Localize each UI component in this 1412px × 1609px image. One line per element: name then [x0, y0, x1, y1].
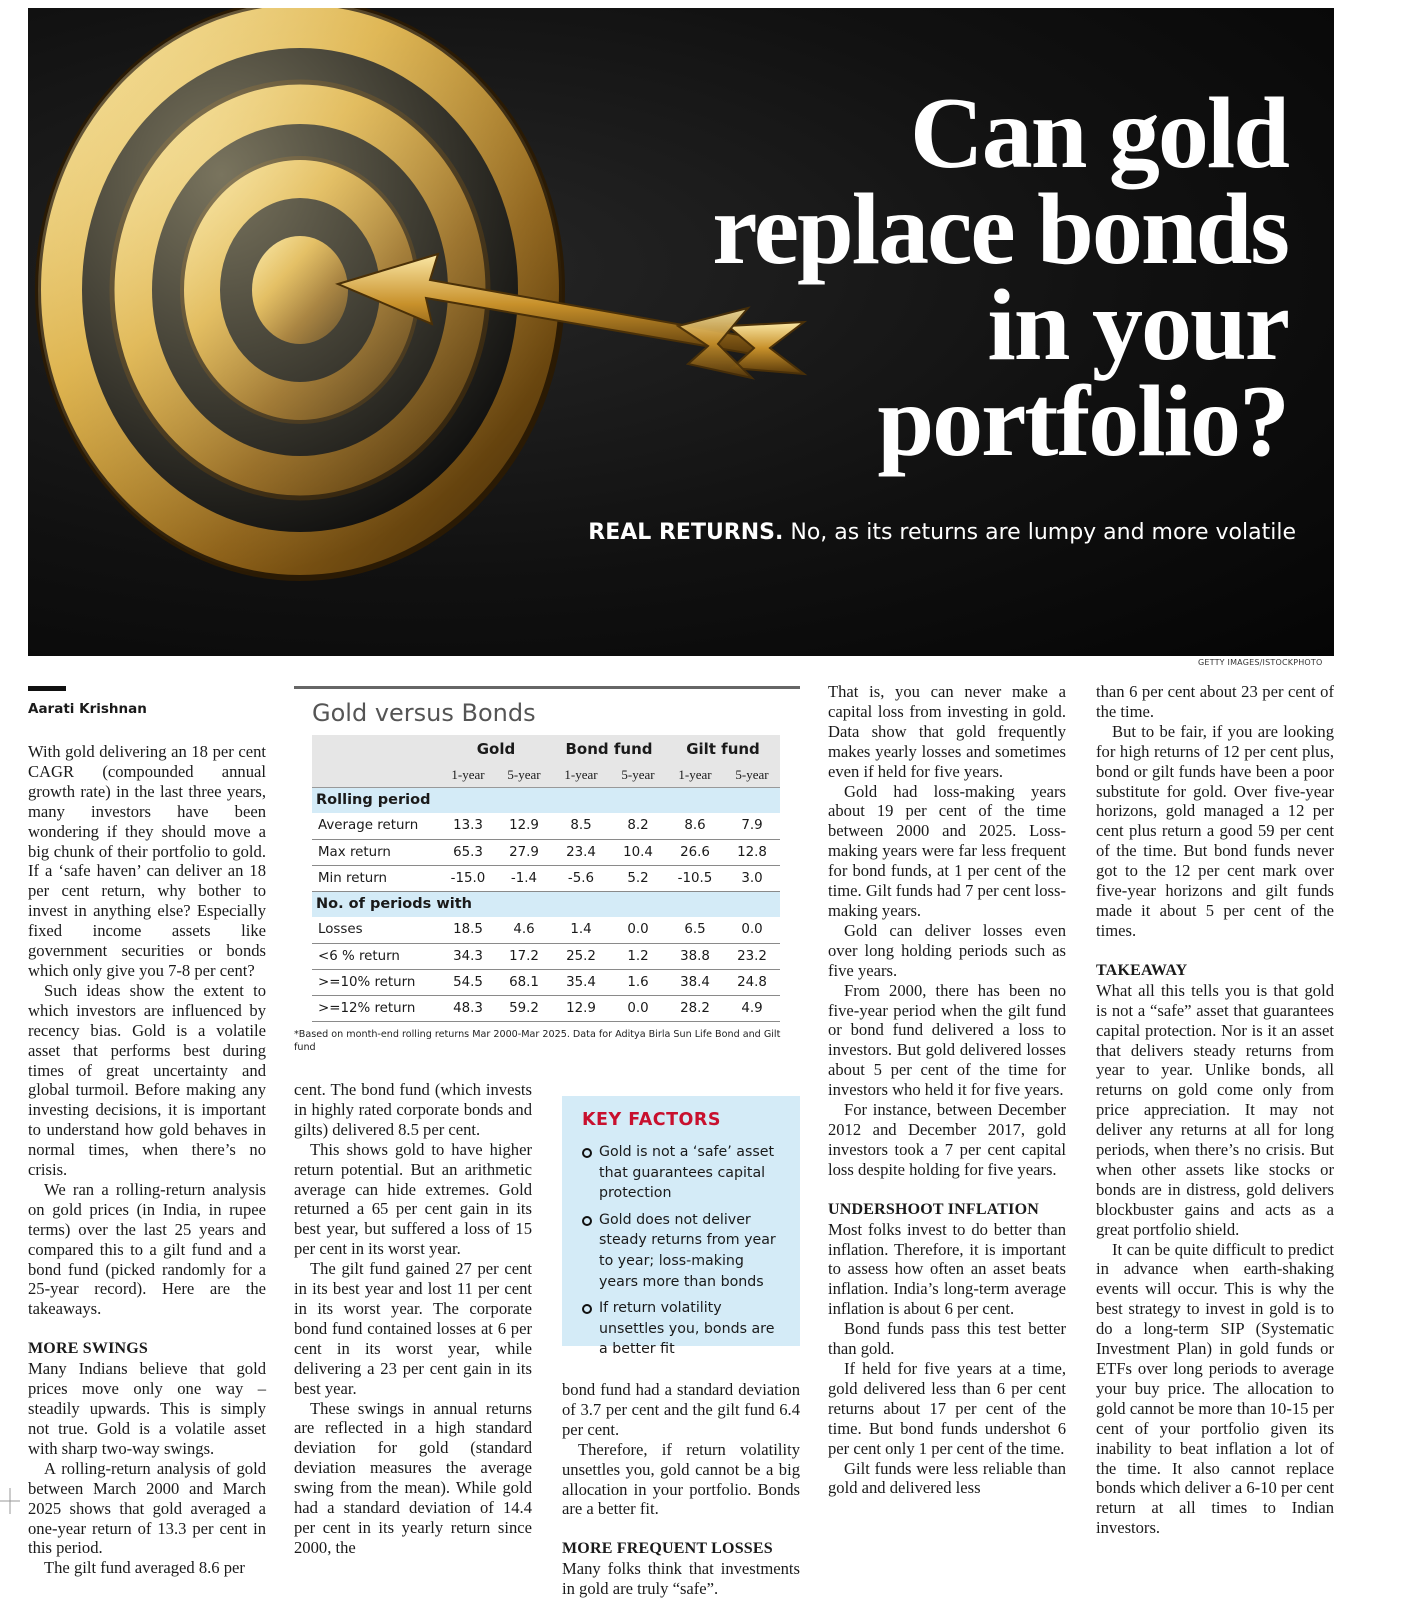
table-cell: 23.2 [724, 943, 780, 969]
paragraph: With gold delivering an 18 per cent CAGR (compounded annual growth rate) in the last three years, many investors have been wondering if they should move a big chunk of their portfolio to gold. If a ‘safe haven’ can deliver an 18 per cent return, why bother to invest in anything else? Especially fixed income assets like government securities or bonds which only give you 7-8 per cent? [28, 742, 266, 980]
paragraph: For instance, between December 2012 and December 2017, gold investors took a 7 per cent capital loss despite holding for five years. [828, 1100, 1066, 1179]
table-cell: -15.0 [440, 865, 496, 891]
section-label: Rolling period [312, 787, 780, 813]
paragraph: If held for five years at a time, gold delivered less than 6 per cent returns about 17 per cent of the time. But bond funds undershot 6 per cent only 1 per cent of the time. [828, 1359, 1066, 1458]
table-cell: 13.3 [440, 813, 496, 839]
table-cell: 1.4 [552, 917, 610, 943]
subheading: MORE SWINGS [28, 1340, 148, 1358]
table-cell: 48.3 [440, 995, 496, 1021]
paragraph: The gilt fund gained 27 per cent in its best year and lost 11 per cent in its worst year. The corporate bond fund contained losses at 6 per cent in its worst year, while delivering a 23 per cent gain in its best year. [294, 1259, 532, 1398]
paragraph: Bond funds pass this test better than gold. [828, 1319, 1066, 1359]
subheader-cell: 1-year [552, 763, 610, 787]
paragraph: A rolling-return analysis of gold between March 2000 and March 2025 shows that gold averaged a one-year return of 13.3 per cent in this period. [28, 1458, 266, 1558]
table-cell: 1.6 [610, 969, 666, 995]
table-cell: 18.5 [440, 917, 496, 943]
paragraph: That is, you can never make a capital loss from investing in gold. Data show that gold frequently makes yearly losses and sometimes even if held for five years. [828, 682, 1066, 781]
paragraph: Many Indians believe that gold prices move only one way – steadily upwards. This is simply not true. Gold is a volatile asset with sharp two-way swings. [28, 1359, 266, 1458]
table-corner [312, 735, 440, 763]
list-item [582, 1210, 784, 1292]
group-gold: Gold [440, 735, 552, 763]
deck-kicker: REAL RETURNS. [588, 520, 784, 545]
subheader-cell: 1-year [666, 763, 724, 787]
table-section-row [312, 891, 780, 917]
paragraph: Many folks think that investments in gold are truly “safe”. [562, 1559, 800, 1599]
row-label: Max return [312, 839, 440, 865]
table-row [312, 813, 780, 839]
table-subheader [312, 763, 780, 787]
paragraph: This shows gold to have higher return potential. But an arithmetic average can hide extremes. Gold returned a 65 per cent gain in its best year, but suffered a loss of 15 per cent in its worst year. [294, 1139, 532, 1259]
table-cell: 4.6 [496, 917, 552, 943]
crop-mark-icon [0, 1488, 20, 1514]
table-row [312, 865, 780, 891]
table-cell: 12.9 [496, 813, 552, 839]
table-row [312, 995, 780, 1021]
paragraph: The gilt fund averaged 8.6 per [44, 1558, 245, 1578]
table-cell: 27.9 [496, 839, 552, 865]
subheading: MORE FREQUENT LOSSES [562, 1540, 773, 1558]
table-group-header [312, 735, 780, 763]
paragraph: cent. The bond fund (which invests in highly rated corporate bonds and gilts) delivered 8.5 per cent. [294, 1080, 532, 1139]
row-label: Average return [312, 813, 440, 839]
paragraph: Gold can deliver losses even over long holding periods such as five years. [828, 920, 1066, 980]
table-cell: 8.5 [552, 813, 610, 839]
table-footnote: *Based on month-end rolling returns Mar 2000-Mar 2025. Data for Aditya Birla Sun Life Bond and Gilt fund [294, 1028, 781, 1053]
table-section-row [312, 787, 780, 813]
paragraph: We ran a rolling-return analysis on gold prices (in India, in rupee terms) over the last 25 years and compared this to a gilt fund and a bond fund (picked randomly for a 25-year record). Here are the takeaways. [28, 1179, 266, 1319]
table-cell: 35.4 [552, 969, 610, 995]
key-factor-text: Gold is not a ‘safe’ asset that guarantees capital protection [599, 1144, 775, 1202]
table-cell: 59.2 [496, 995, 552, 1021]
table-cell: -1.4 [496, 865, 552, 891]
row-label: <6 % return [312, 943, 440, 969]
table-cell: 12.9 [552, 995, 610, 1021]
bullet-ring-icon [582, 1216, 592, 1226]
section-label: No. of periods with [312, 891, 780, 917]
table-cell: 28.2 [666, 995, 724, 1021]
article-column-5 [1096, 682, 1334, 1538]
paragraph: Most folks invest to do better than inflation. Therefore, it is important to assess how often an asset beats inflation. India’s long-term average inflation is about 6 per cent. [828, 1219, 1066, 1319]
subheader-cell: 5-year [496, 763, 552, 787]
bullet-ring-icon [582, 1148, 592, 1158]
article-column-3 [562, 1380, 800, 1599]
returns-table [312, 735, 780, 1022]
byline: Aarati Krishnan [28, 701, 147, 717]
deck [588, 520, 1296, 545]
table-cell: 0.0 [610, 995, 666, 1021]
paragraph: Gilt funds were less reliable than gold and delivered less [828, 1458, 1066, 1498]
paragraph: than 6 per cent about 23 per cent of the time. [1096, 682, 1334, 721]
paragraph: What all this tells you is that gold is not a “safe” asset that guarantees capital protection. Nor is it an asset that delivers steady returns from year to year. Unlike bonds, all returns on gold come only from price appreciation. It may not deliver any returns at all for long periods, when there’s no crisis. But when other assets like stocks or bonds are in distress, gold delivers blockbuster gains and acts as a great portfolio shield. [1096, 980, 1334, 1239]
headline-line: portfolio? [877, 365, 1288, 478]
table-row [312, 969, 780, 995]
row-label: Min return [312, 865, 440, 891]
headline-line: in your [987, 269, 1288, 382]
key-factor-text: Gold does not deliver steady returns from year to year; loss-making years more than bonds [599, 1211, 776, 1290]
table-cell: 8.2 [610, 813, 666, 839]
article-column-1 [28, 742, 266, 1578]
table-title: Gold versus Bonds [312, 699, 536, 727]
subheading: UNDERSHOOT INFLATION [828, 1200, 1039, 1218]
bullet-ring-icon [582, 1304, 592, 1314]
paragraph: bond fund had a standard deviation of 3.7 per cent and the gilt fund 6.4 per cent. [562, 1380, 800, 1439]
subheading: TAKEAWAY [1096, 961, 1188, 979]
key-factors-list [582, 1142, 784, 1360]
paragraph: From 2000, there has been no five-year period when the gilt fund or bond fund delivered a loss to investors. But gold delivered losses about 5 per cent of the time for investors who held it for five years. [828, 980, 1066, 1100]
subheader-cell: 5-year [724, 763, 780, 787]
gold-vs-bonds-table [294, 686, 800, 1054]
table-row [312, 839, 780, 865]
table-cell: 38.8 [666, 943, 724, 969]
table-cell: 6.5 [666, 917, 724, 943]
group-gilt-fund: Gilt fund [666, 735, 780, 763]
photo-credit: GETTY IMAGES/ISTOCKPHOTO [1198, 658, 1323, 667]
table-cell: 68.1 [496, 969, 552, 995]
table-cell: 7.9 [724, 813, 780, 839]
key-factors-box [562, 1096, 800, 1358]
paragraph: These swings in annual returns are reflected in a high standard deviation for gold (standard deviation measures the average swing from the mean). While gold had a standard deviation of 14.4 per cent in its yearly return since 2000, the [294, 1398, 532, 1557]
subheader-cell: 1-year [440, 763, 496, 787]
paragraph: Such ideas show the extent to which investors are influenced by recency bias. Gold is a volatile asset that performs best during times of great uncertainty and global turmoil. Before making any investing decisions, it is important to understand how gold behaves in normal times, when there’s no crisis. [28, 980, 266, 1180]
subheader-cell: 5-year [610, 763, 666, 787]
list-item [582, 1142, 784, 1204]
table-cell: 26.6 [666, 839, 724, 865]
headline-line: replace bonds [712, 173, 1288, 286]
key-factor-text: If return volatility unsettles you, bonds are a better fit [599, 1300, 775, 1358]
key-factors-title: KEY FACTORS [582, 1110, 722, 1130]
table-cell: 5.2 [610, 865, 666, 891]
paragraph: Gold had loss-making years about 19 per cent of the time between 2000 and 2025. Loss-making years were far less frequent for bond funds, at 1 per cent of the time. Gilt funds had 7 per cent loss-making years. [828, 781, 1066, 920]
table-cell: -10.5 [666, 865, 724, 891]
row-label: >=10% return [312, 969, 440, 995]
byline-rule [28, 686, 66, 691]
deck-text: No, as its returns are lumpy and more volatile [790, 520, 1296, 545]
table-cell: 10.4 [610, 839, 666, 865]
table-row [312, 943, 780, 969]
paragraph: But to be fair, if you are looking for high returns of 12 per cent plus, bond or gilt funds have been a poor substitute for gold. Over five-year horizons, gold managed a 12 per cent plus return a good 59 per cent of the time. But bond funds never got to the 12 per cent mark over five-year horizons and gilt funds made it about 5 per cent of the times. [1096, 721, 1334, 940]
table-cell: 12.8 [724, 839, 780, 865]
paragraph: Therefore, if return volatility unsettles you, gold cannot be a big allocation in your portfolio. Bonds are a better fit. [562, 1439, 800, 1519]
row-label: >=12% return [312, 995, 440, 1021]
group-bond-fund: Bond fund [552, 735, 666, 763]
table-cell: 0.0 [610, 917, 666, 943]
table-cell: 23.4 [552, 839, 610, 865]
hero-image [28, 8, 1334, 656]
table-cell: 4.9 [724, 995, 780, 1021]
table-cell: 54.5 [440, 969, 496, 995]
table-row [312, 917, 780, 943]
table-cell: 0.0 [724, 917, 780, 943]
table-cell: -5.6 [552, 865, 610, 891]
article-column-2 [294, 1080, 532, 1558]
list-item [582, 1298, 784, 1360]
headline [588, 77, 1288, 478]
article-column-4 [828, 682, 1066, 1498]
table-cell: 65.3 [440, 839, 496, 865]
table-cell: 3.0 [724, 865, 780, 891]
paragraph: It can be quite difficult to predict in advance when earth-shaking events will occur. This is why the best strategy to invest in gold is to do a long-term SIP (Systematic Investment Plan) in gold funds or ETFs over long periods to average your buy price. The allocation to gold cannot be more than 10-15 per cent of your portfolio given its inability to beat inflation a lot of the time. It also cannot replace bonds which deliver a 6-10 per cent return at all times to Indian investors. [1096, 1239, 1334, 1538]
table-cell: 17.2 [496, 943, 552, 969]
table-corner [312, 763, 440, 787]
table-cell: 24.8 [724, 969, 780, 995]
headline-line: Can gold [910, 77, 1288, 190]
table-cell: 1.2 [610, 943, 666, 969]
table-top-rule [294, 686, 800, 689]
table-cell: 8.6 [666, 813, 724, 839]
table-cell: 38.4 [666, 969, 724, 995]
table-cell: 34.3 [440, 943, 496, 969]
row-label: Losses [312, 917, 440, 943]
table-cell: 25.2 [552, 943, 610, 969]
